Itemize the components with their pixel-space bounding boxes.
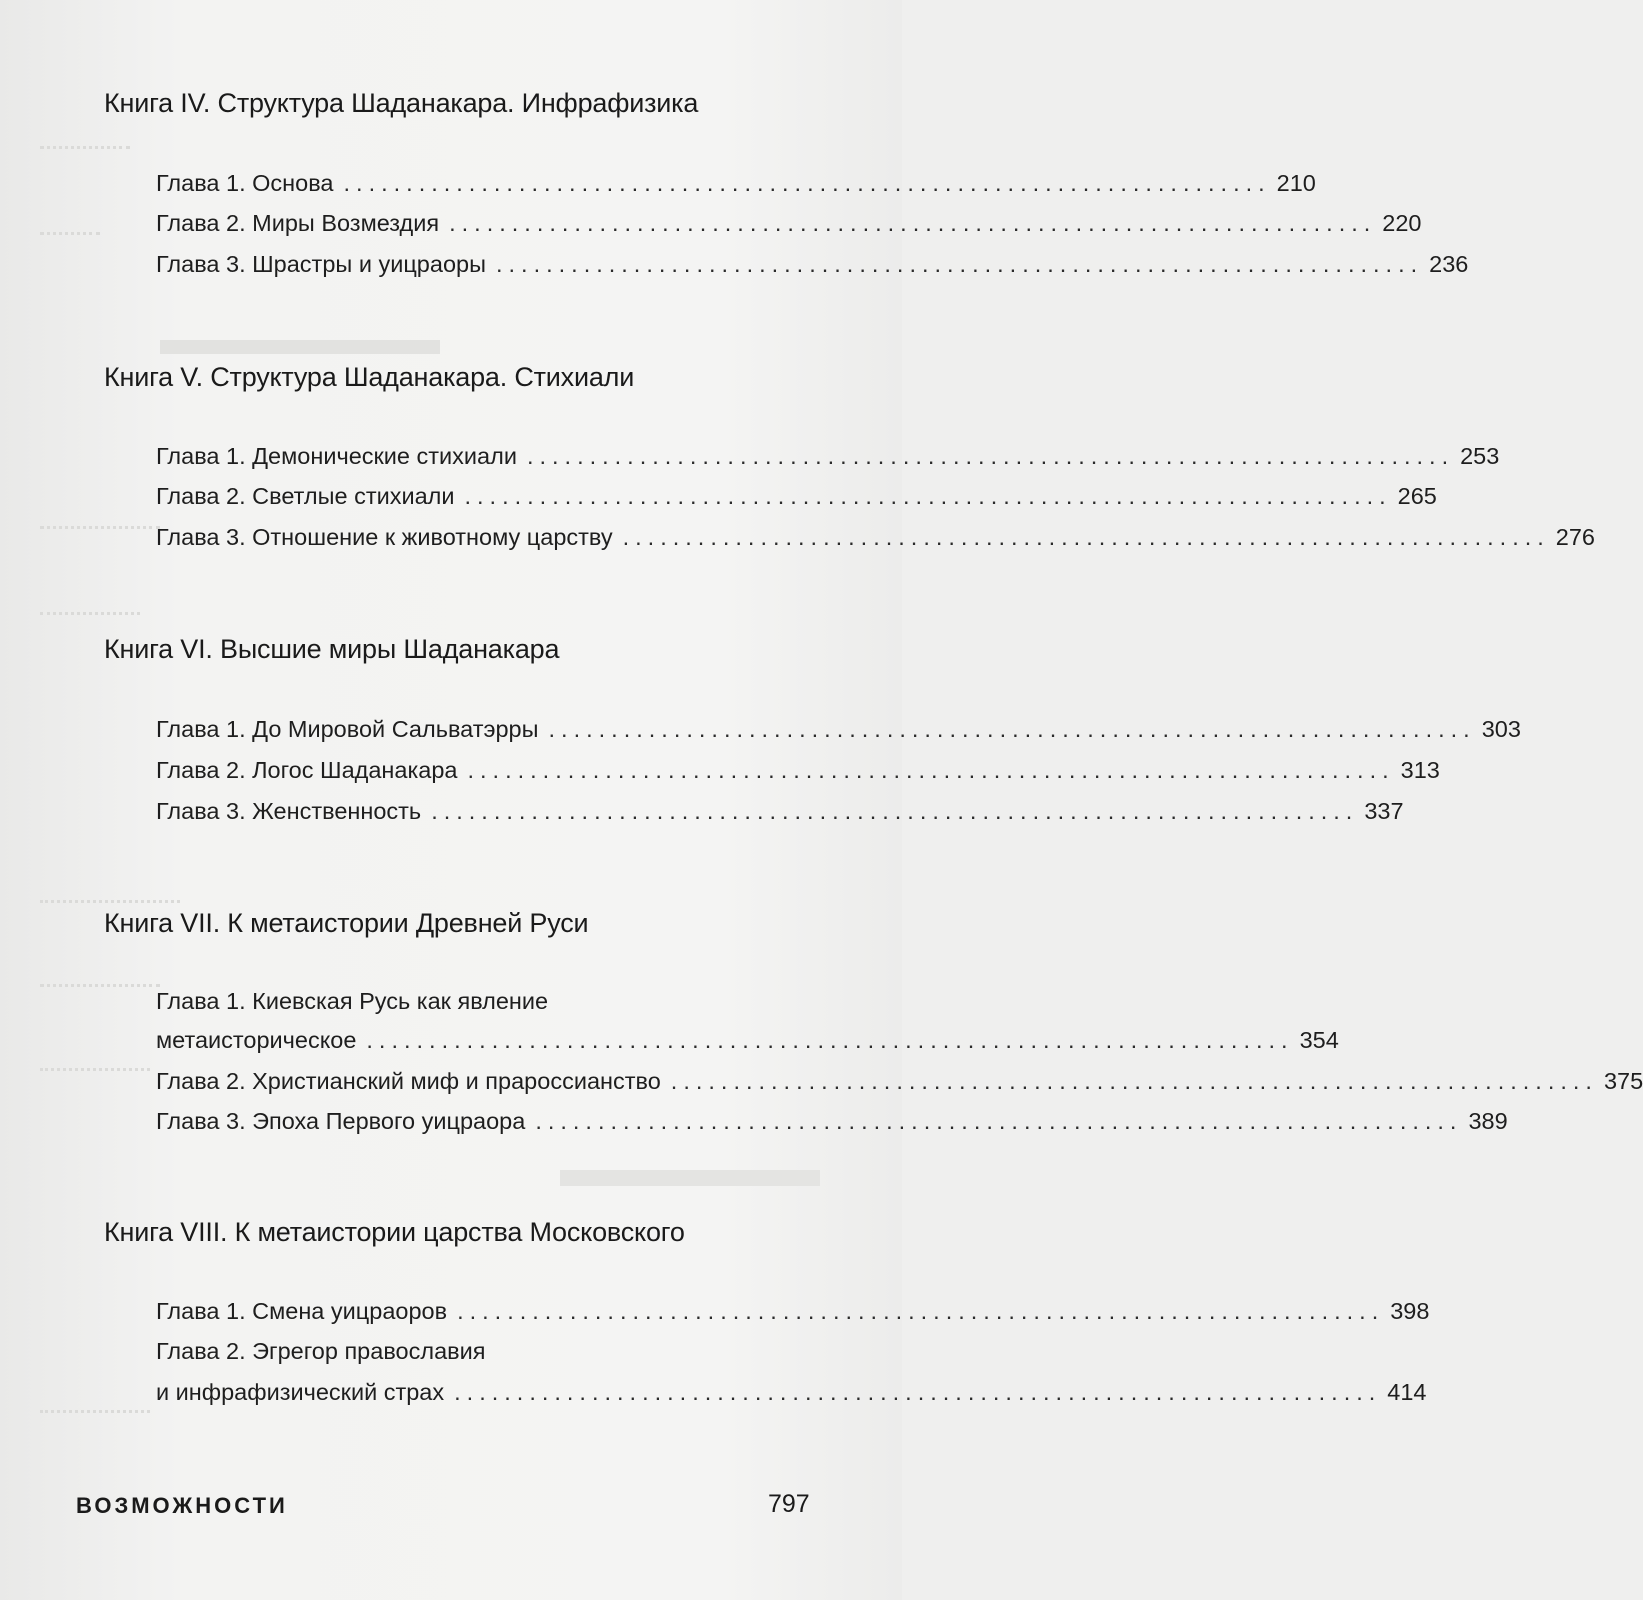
book-heading: Книга IV. Структура Шаданакара. Инфрафизика xyxy=(104,88,699,118)
page-number: 313 xyxy=(1400,757,1440,783)
page-number: 414 xyxy=(1387,1379,1427,1405)
toc-entry[interactable] xyxy=(156,483,1437,510)
chapter-title: Глава 3. Женственность xyxy=(156,798,422,824)
page-number: 398 xyxy=(1390,1298,1430,1324)
book-heading: Книга VII. К метаистории Древней Руси xyxy=(104,908,589,938)
book-heading: Книга VIII. К метаистории царства Московского xyxy=(104,1217,685,1247)
dot-leader: .......................................................................... xyxy=(526,443,1455,469)
dot-leader: .......................................................................... xyxy=(495,251,1424,277)
toc-entry[interactable] xyxy=(156,524,1595,551)
chapter-title: Глава 1. Демонические стихиали xyxy=(156,443,517,469)
chapter-title: Глава 3. Отношение к животному царству xyxy=(156,524,613,550)
page-number: 389 xyxy=(1468,1108,1508,1134)
dot-leader: .......................................................................... xyxy=(366,1027,1294,1053)
chapter-title: Глава 3. Эпоха Первого уицраора xyxy=(156,1108,526,1134)
chapter-title: Глава 2. Миры Возмездия xyxy=(156,210,440,236)
page-number: 375 xyxy=(1603,1068,1643,1094)
dot-leader: .......................................................................... xyxy=(467,757,1395,783)
page-number: 265 xyxy=(1397,483,1437,509)
page-number: 354 xyxy=(1299,1027,1339,1053)
toc-entry[interactable] xyxy=(156,716,1521,743)
folio-page-number: 797 xyxy=(768,1490,810,1518)
dot-leader: .......................................................................... xyxy=(431,798,1359,824)
chapter-title: Глава 3. Шрастры и уицраоры xyxy=(156,251,486,277)
dot-leader: .......................................................................... xyxy=(535,1108,1463,1134)
chapter-title: Глава 2. Светлые стихиали xyxy=(156,483,455,509)
toc-entry[interactable] xyxy=(156,443,1500,470)
chapter-title: Глава 2. Христианский миф и прароссианство xyxy=(156,1068,661,1094)
toc-entry[interactable] xyxy=(156,757,1440,784)
dot-leader: .......................................................................... xyxy=(343,170,1271,196)
page-number: 337 xyxy=(1364,798,1404,824)
toc-entry[interactable] xyxy=(156,1027,1339,1054)
dot-leader: .......................................................................... xyxy=(464,483,1392,509)
page-number: 276 xyxy=(1555,524,1595,550)
toc-entry[interactable] xyxy=(156,251,1469,278)
toc-entry[interactable] xyxy=(156,1379,1427,1406)
chapter-title-line1[interactable]: Глава 1. Киевская Русь как явление xyxy=(156,988,549,1014)
dot-leader: .......................................................................... xyxy=(622,524,1550,550)
dot-leader: .......................................................................... xyxy=(454,1379,1382,1405)
chapter-title: Глава 1. До Мировой Сальватэрры xyxy=(156,716,539,742)
page-number: 220 xyxy=(1382,210,1422,236)
toc-entry[interactable] xyxy=(156,1108,1508,1135)
book-heading: Книга V. Структура Шаданакара. Стихиали xyxy=(104,362,635,392)
running-footer-label: ВОЗМОЖНОСТИ xyxy=(76,1493,288,1518)
page-number: 303 xyxy=(1481,716,1521,742)
chapter-title: Глава 1. Основа xyxy=(156,170,334,196)
toc-entry[interactable] xyxy=(156,210,1422,237)
chapter-title: и инфрафизический страх xyxy=(156,1379,445,1405)
chapter-title: Глава 2. Логос Шаданакара xyxy=(156,757,458,783)
page-number: 253 xyxy=(1460,443,1500,469)
page-number: 210 xyxy=(1276,170,1316,196)
dot-leader: .......................................................................... xyxy=(449,210,1377,236)
chapter-title-line1[interactable]: Глава 2. Эгрегор православия xyxy=(156,1338,486,1364)
chapter-title: Глава 1. Смена уицраоров xyxy=(156,1298,448,1324)
toc-entry[interactable] xyxy=(156,798,1404,825)
dot-leader: .......................................................................... xyxy=(548,716,1476,742)
page-number: 236 xyxy=(1429,251,1469,277)
dot-leader: .......................................................................... xyxy=(670,1068,1598,1094)
dot-leader: .......................................................................... xyxy=(457,1298,1385,1324)
toc-entry[interactable] xyxy=(156,170,1316,197)
chapter-title: метаисторическое xyxy=(156,1027,357,1053)
book-heading: Книга VI. Высшие миры Шаданакара xyxy=(104,634,560,664)
toc-entry[interactable] xyxy=(156,1298,1430,1325)
toc-entry[interactable] xyxy=(156,1068,1643,1095)
